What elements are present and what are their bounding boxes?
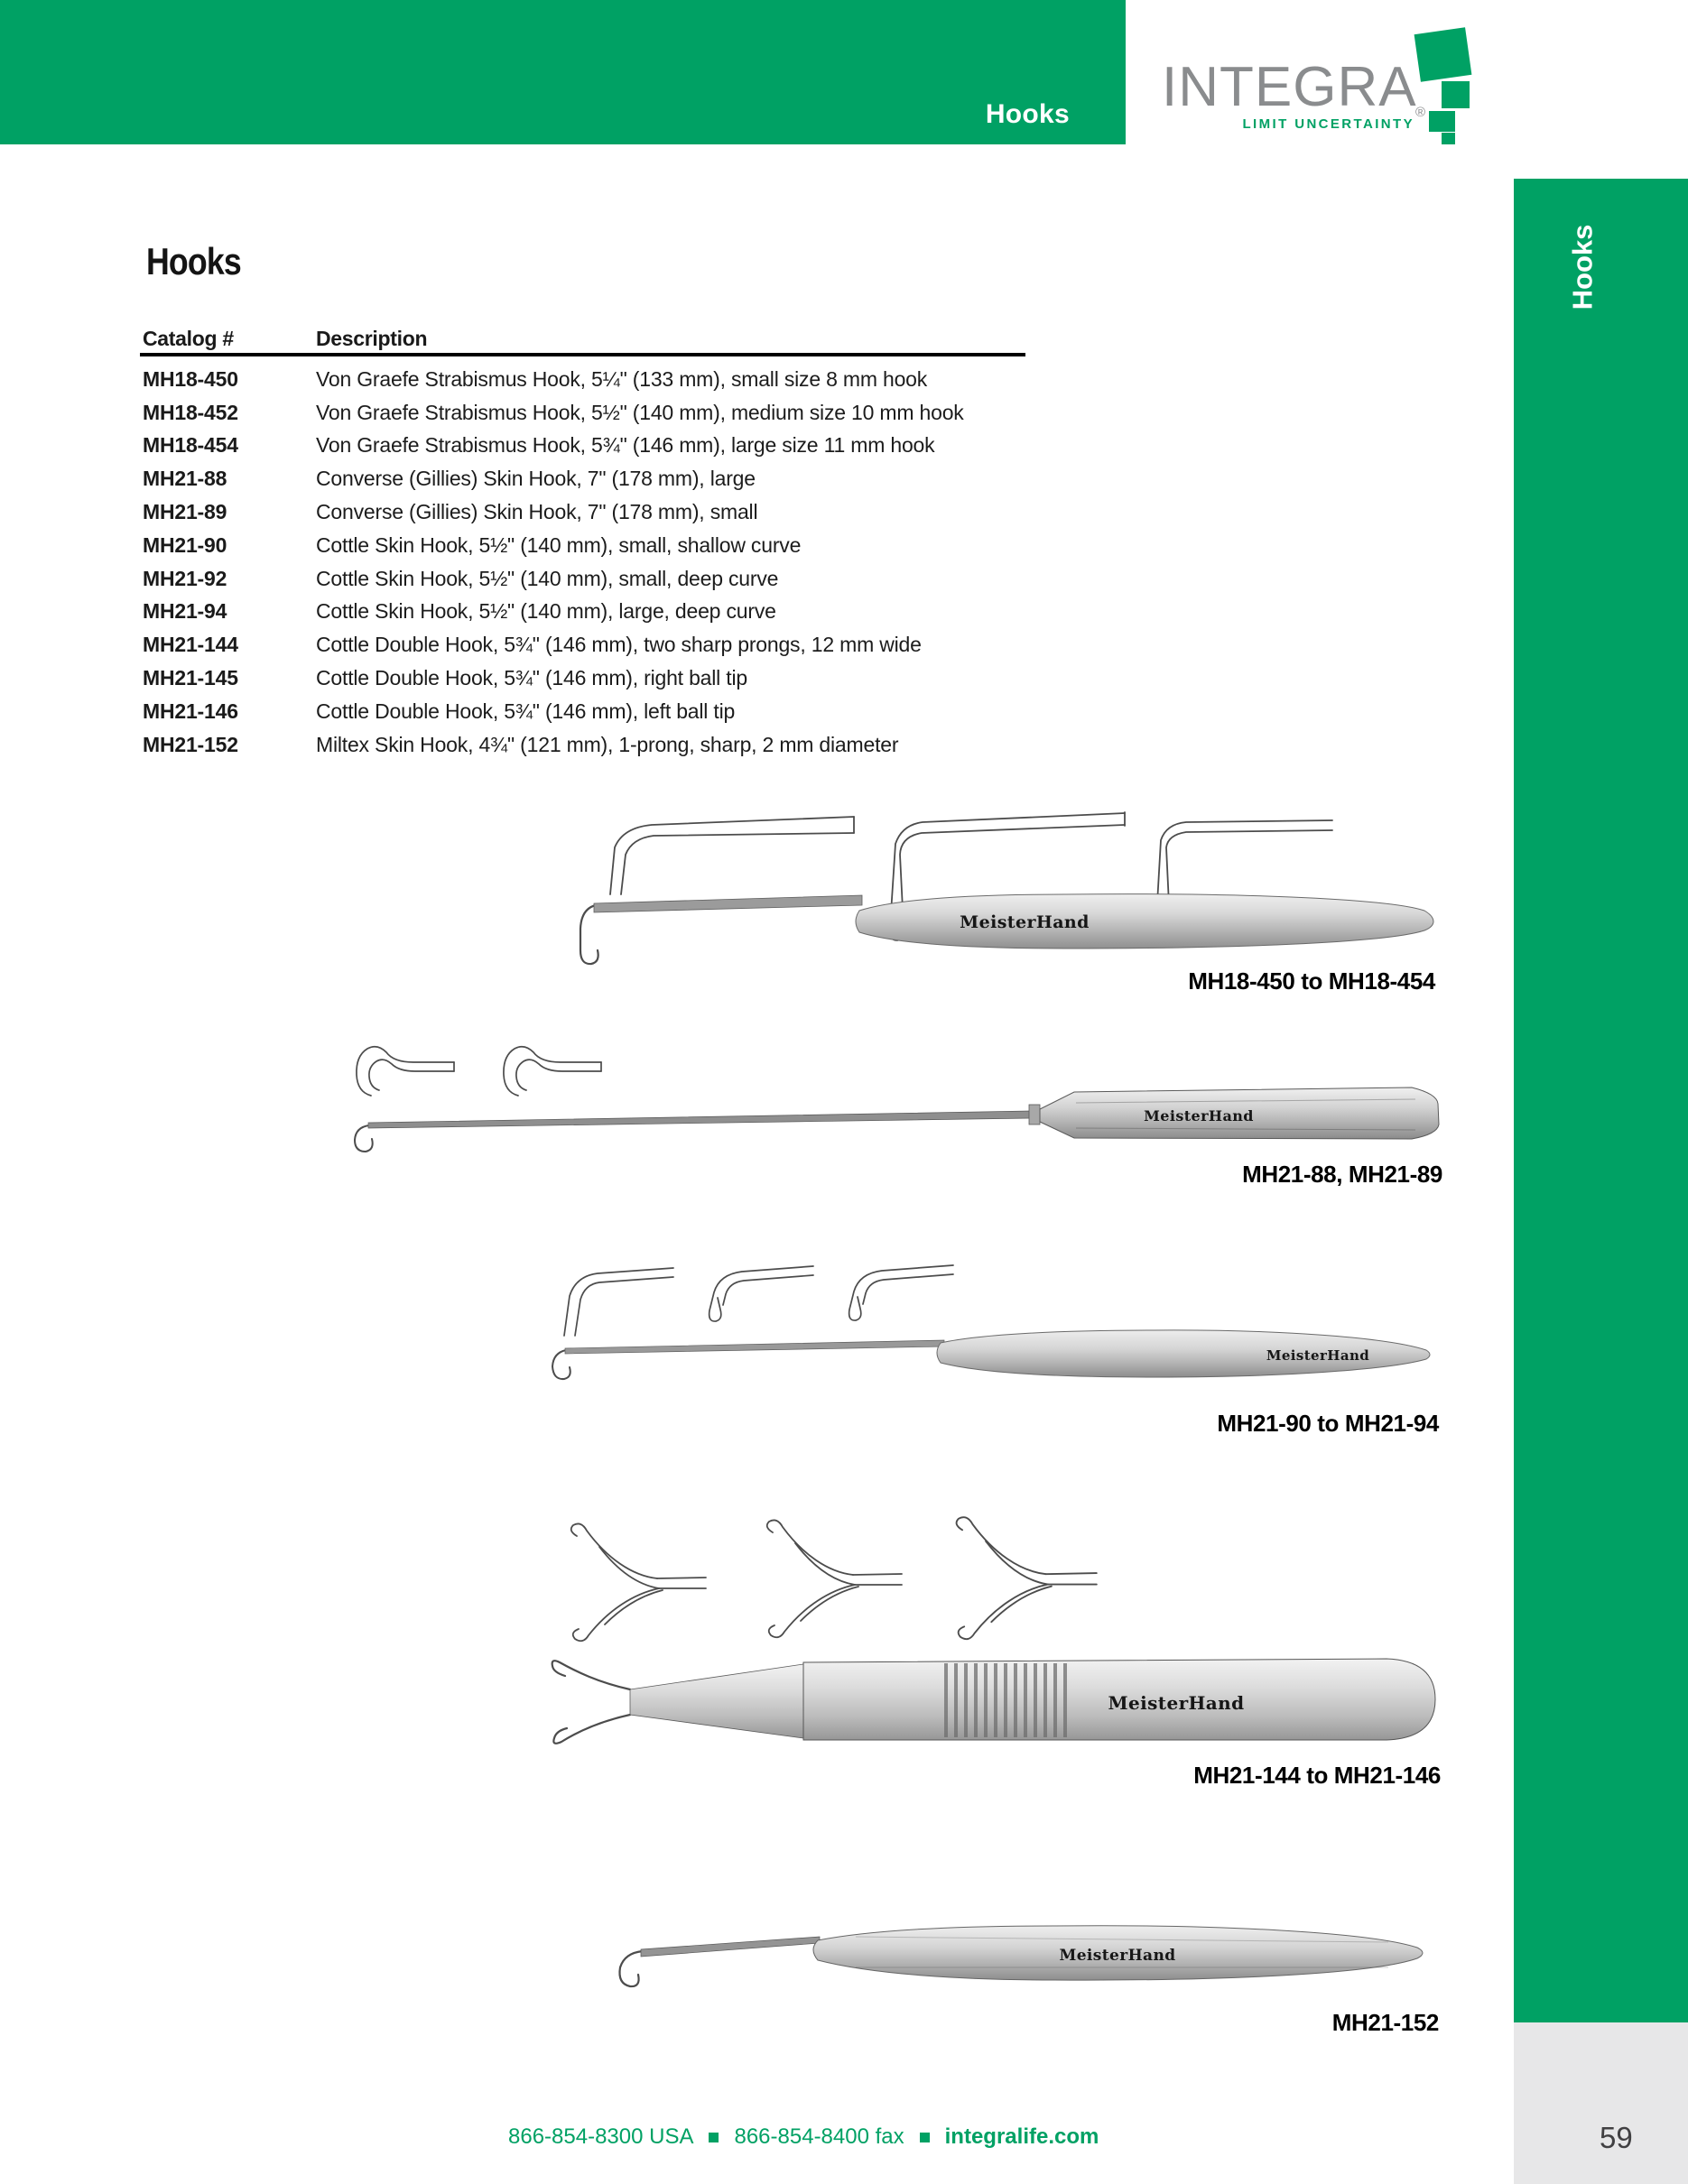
item-description: Von Graefe Strabismus Hook, 5¼" (133 mm), small size 8 mm hook: [316, 366, 928, 391]
item-description: Cottle Skin Hook, 5½" (140 mm), small, deep curve: [316, 566, 779, 590]
square-bullet-icon: [709, 2133, 719, 2142]
figure-caption: MH21-88, MH21-89: [1242, 1161, 1442, 1188]
catalog-number: MH21-145: [143, 666, 238, 690]
page-title: Hooks: [146, 240, 241, 282]
meisterhand-brand-text: MeisterHand: [1108, 1692, 1245, 1714]
item-description: Miltex Skin Hook, 4¾" (121 mm), 1-prong, sharp, 2 mm diameter: [316, 732, 899, 756]
integra-logo-wordmark: INTEGRA: [1162, 56, 1417, 118]
meisterhand-brand-text: MeisterHand: [1059, 1947, 1176, 1965]
footer-phone-fax: 866-854-8400 fax: [734, 2124, 904, 2149]
meisterhand-brand-text: MeisterHand: [1144, 1107, 1254, 1124]
meisterhand-brand-text: MeisterHand: [1266, 1347, 1370, 1364]
catalog-number: MH21-144: [143, 633, 238, 657]
item-description: Converse (Gillies) Skin Hook, 7" (178 mm), large: [316, 467, 756, 491]
catalog-number: MH21-94: [143, 599, 227, 624]
header-green-bar: [0, 0, 1126, 144]
table-row: [143, 628, 1045, 662]
footer-contact-bar: [508, 2124, 1099, 2150]
instrument-illustration-converse-gillies-skin-hooks: [341, 1038, 1444, 1173]
integra-logo-tagline: LIMIT UNCERTAINTY: [1242, 116, 1414, 132]
logo-square-icon: [1414, 27, 1472, 81]
sidebar-footer-gray: [1514, 2022, 1688, 2184]
hook-tip-details: [564, 1265, 953, 1336]
table-row: [143, 662, 1045, 695]
instrument-body: [619, 1926, 1423, 1986]
table-row: [143, 462, 1045, 495]
item-description: Cottle Skin Hook, 5½" (140 mm), large, deep curve: [316, 599, 776, 624]
header-section-label: Hooks: [985, 99, 1070, 129]
table-row: [143, 596, 1045, 629]
sidebar-tab-green: [1514, 179, 1688, 2022]
table-row: [143, 396, 1045, 430]
table-row: [143, 495, 1045, 529]
item-description: Cottle Double Hook, 5¾" (146 mm), right ball tip: [316, 666, 747, 690]
column-header-catalog: Catalog #: [143, 327, 234, 350]
table-row: [143, 728, 1045, 762]
double-hook-tip-details: [571, 1517, 1097, 1641]
item-description: Converse (Gillies) Skin Hook, 7" (178 mm), small: [316, 500, 758, 524]
logo-square-icon: [1442, 81, 1470, 108]
table-row: [143, 363, 1045, 396]
square-bullet-icon: [920, 2133, 930, 2142]
instrument-illustration-miltex-skin-hook: [576, 1902, 1444, 2009]
table-row: [143, 430, 1045, 463]
catalog-number: MH21-89: [143, 500, 227, 524]
table-row: [143, 562, 1045, 596]
column-header-description: Description: [316, 327, 428, 350]
sidebar-section-tab: [1514, 179, 1688, 356]
hook-tip-details: [357, 1047, 601, 1096]
item-description: Von Graefe Strabismus Hook, 5¾" (146 mm), large size 11 mm hook: [316, 433, 935, 458]
catalog-number: MH18-454: [143, 433, 238, 458]
figure-caption: MH21-152: [1331, 2009, 1439, 2036]
catalog-number: MH21-88: [143, 467, 227, 491]
logo-square-icon: [1442, 133, 1455, 144]
figure-caption: MH21-90 to MH21-94: [1217, 1410, 1439, 1437]
instrument-body: [580, 894, 1433, 964]
instrument-body: [355, 1087, 1439, 1152]
registered-trademark-icon: ®: [1415, 105, 1426, 120]
figure-caption: MH21-144 to MH21-146: [1193, 1762, 1441, 1789]
integra-logo: [1162, 25, 1478, 152]
table-row: [143, 695, 1045, 728]
figure-caption: MH18-450 to MH18-454: [1188, 967, 1435, 995]
item-description: Cottle Double Hook, 5¾" (146 mm), left ball tip: [316, 699, 736, 723]
instrument-body: [552, 1330, 1430, 1379]
instrument-body: [552, 1659, 1435, 1744]
catalog-number: MH18-452: [143, 400, 238, 424]
meisterhand-brand-text: MeisterHand: [960, 912, 1090, 932]
instrument-illustration-von-graefe-strabismus-hooks: [569, 799, 1444, 988]
catalog-number: MH21-92: [143, 566, 227, 590]
table-header-rule: [140, 353, 1025, 356]
item-description: Cottle Skin Hook, 5½" (140 mm), small, shallow curve: [316, 532, 802, 557]
catalog-number: MH21-152: [143, 732, 238, 756]
catalog-table: [143, 363, 1045, 762]
table-row: [143, 529, 1045, 562]
catalog-number: MH21-146: [143, 699, 238, 723]
instrument-illustration-cottle-double-hooks: [540, 1500, 1444, 1767]
item-description: Von Graefe Strabismus Hook, 5½" (140 mm), medium size 10 mm hook: [316, 400, 964, 424]
page-number: 59: [1600, 2121, 1633, 2154]
logo-square-icon: [1429, 111, 1455, 132]
item-description: Cottle Double Hook, 5¾" (146 mm), two sharp prongs, 12 mm wide: [316, 633, 922, 657]
catalog-number: MH18-450: [143, 366, 238, 391]
instrument-illustration-cottle-skin-hooks: [540, 1254, 1444, 1392]
sidebar-section-label: Hooks: [1566, 224, 1599, 310]
footer-website-link[interactable]: integralife.com: [944, 2124, 1099, 2149]
catalog-number: MH21-90: [143, 532, 227, 557]
footer-phone-usa: 866-854-8300 USA: [508, 2124, 694, 2149]
